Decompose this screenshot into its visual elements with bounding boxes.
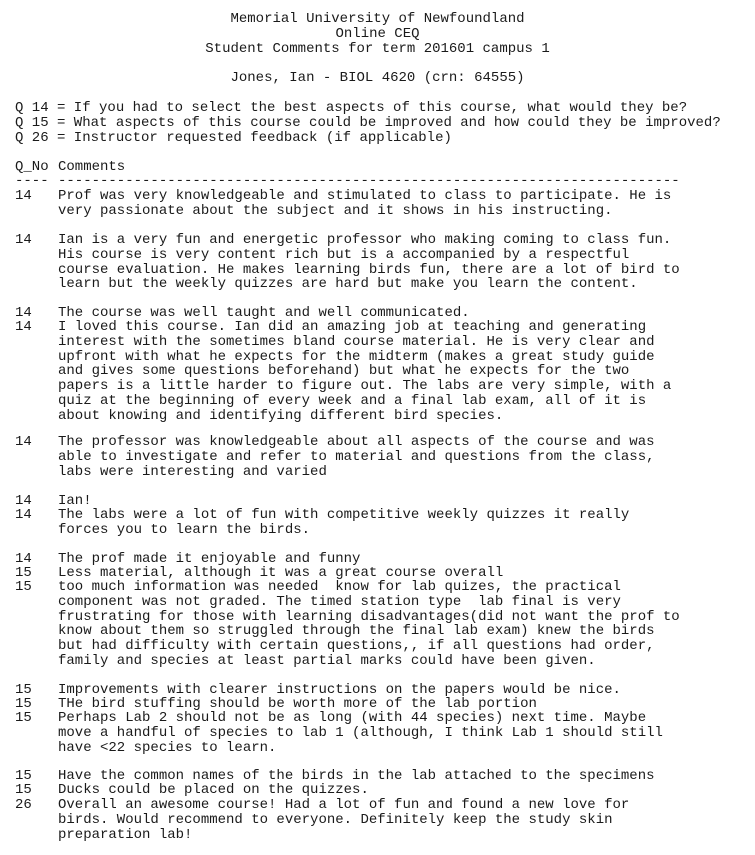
comment-text-line: quiz at the beginning of every week and a final lab exam, all of it is: [58, 393, 647, 409]
column-header-comments: Comments: [58, 159, 126, 175]
comment-qno: 15: [15, 565, 32, 581]
comment-qno: 15: [15, 696, 32, 712]
comment-qno: 14: [15, 493, 32, 509]
comment-text-line: birds. Would recommend to everyone. Definitely keep the study skin: [58, 811, 613, 828]
comment-qno: 15: [15, 768, 32, 784]
comment-text-line: too much information was needed know for lab quizes, the practical: [58, 579, 621, 595]
comment-text-line: upfront with what he expects for the midterm (makes a great study guide: [58, 348, 655, 365]
comment-text-line: learn but the weekly quizzes are hard but make you learn the content.: [58, 276, 638, 293]
comment-qno: 14: [15, 319, 32, 335]
comment-text-line: Perhaps Lab 2 should not be as long (with 44 species) next time. Maybe: [58, 710, 647, 726]
comment-text-line: Ian!: [58, 493, 92, 509]
comment-text-line: THe bird stuffing should be worth more of the lab portion: [58, 696, 537, 712]
comment-qno: 14: [15, 507, 32, 523]
comment-text-line: family and species at least partial marks could have been given.: [58, 653, 596, 669]
comment-text-line: labs were interesting and varied: [58, 463, 327, 480]
comment-text-line: but had difficulty with certain questions,, if all questions had order,: [58, 638, 655, 655]
comment-text-line: Have the common names of the birds in the lab attached to the specimens: [58, 768, 655, 784]
header-rule-comments: --------------------------------------------------------------------------: [58, 173, 680, 189]
comment-qno: 15: [15, 579, 32, 595]
comment-text-line: and gives some questions beforehand) but what he expects for the two: [58, 363, 630, 380]
legend-q14: Q 14 = If you had to select the best aspects of this course, what would they be?: [15, 100, 688, 116]
comment-text-line: know about them so struggled through the final lab exam) knew the birds: [58, 623, 655, 640]
header-rule-qno: ----: [15, 173, 49, 189]
course-line: Jones, Ian - BIOL 4620 (crn: 64555): [230, 70, 525, 86]
comment-qno: 15: [15, 710, 32, 726]
comment-text-line: Ducks could be placed on the quizzes.: [58, 782, 369, 798]
comment-text-line: I loved this course. Ian did an amazing job at teaching and generating: [58, 319, 647, 335]
comment-qno: 14: [15, 305, 32, 321]
comment-text-line: Overall an awesome course! Had a lot of fun and found a new love for: [58, 797, 630, 813]
comment-text-line: papers is a little harder to figure out. The labs are very simple, with a: [58, 378, 672, 395]
comment-qno: 15: [15, 682, 32, 698]
comment-text-line: The course was well taught and well communicated.: [58, 305, 470, 321]
comment-text-line: component was not graded. The timed station type lab final is very: [58, 593, 621, 610]
column-header-qno: Q_No: [15, 159, 49, 175]
comment-text-line: move a handful of species to lab 1 (although, I think Lab 1 should still: [58, 724, 663, 741]
comment-text-line: course evaluation. He makes learning birds fun, there are a lot of bird to: [58, 261, 680, 278]
comment-qno: 14: [15, 232, 32, 248]
comment-text-line: Less material, although it was a great course overall: [58, 565, 504, 581]
comment-qno: 14: [15, 434, 32, 450]
comment-text-line: able to investigate and refer to material and questions from the class,: [58, 448, 655, 465]
comment-text-line: about knowing and identifying different bird species.: [58, 407, 504, 424]
term-line: Student Comments for term 201601 campus 1: [205, 41, 550, 57]
comment-text-line: The labs were a lot of fun with competitive weekly quizzes it really: [58, 507, 630, 523]
comment-qno: 14: [15, 188, 32, 204]
legend-q26: Q 26 = Instructor requested feedback (if applicable): [15, 130, 452, 146]
system-name: Online CEQ: [335, 26, 420, 42]
comment-text-line: preparation lab!: [58, 826, 193, 843]
comment-qno: 26: [15, 797, 32, 813]
comment-text-line: have <22 species to learn.: [58, 739, 277, 756]
comment-text-line: The prof made it enjoyable and funny: [58, 551, 361, 567]
comment-qno: 14: [15, 551, 32, 567]
comment-text-line: frustrating for those with learning disadvantages(did not want the prof to: [58, 608, 680, 625]
comment-text-line: very passionate about the subject and it shows in his instructing.: [58, 202, 613, 219]
comment-text-line: Ian is a very fun and energetic professor who making coming to class fun.: [58, 232, 672, 248]
comment-text-line: Prof was very knowledgeable and stimulated to class to participate. He is: [58, 188, 672, 204]
university-name: Memorial University of Newfoundland: [230, 11, 525, 27]
comment-text-line: forces you to learn the birds.: [58, 521, 311, 538]
comment-text-line: His course is very content rich but is a accompanied by a respectful: [58, 246, 630, 263]
comment-text-line: Improvements with clearer instructions on the papers would be nice.: [58, 682, 621, 698]
legend-q15: Q 15 = What aspects of this course could be improved and how could they be improved?: [15, 115, 721, 131]
comment-text-line: interest with the sometimes bland course material. He is very clear and: [58, 333, 655, 350]
comment-qno: 15: [15, 782, 32, 798]
comment-text-line: The professor was knowledgeable about all aspects of the course and was: [58, 434, 655, 450]
